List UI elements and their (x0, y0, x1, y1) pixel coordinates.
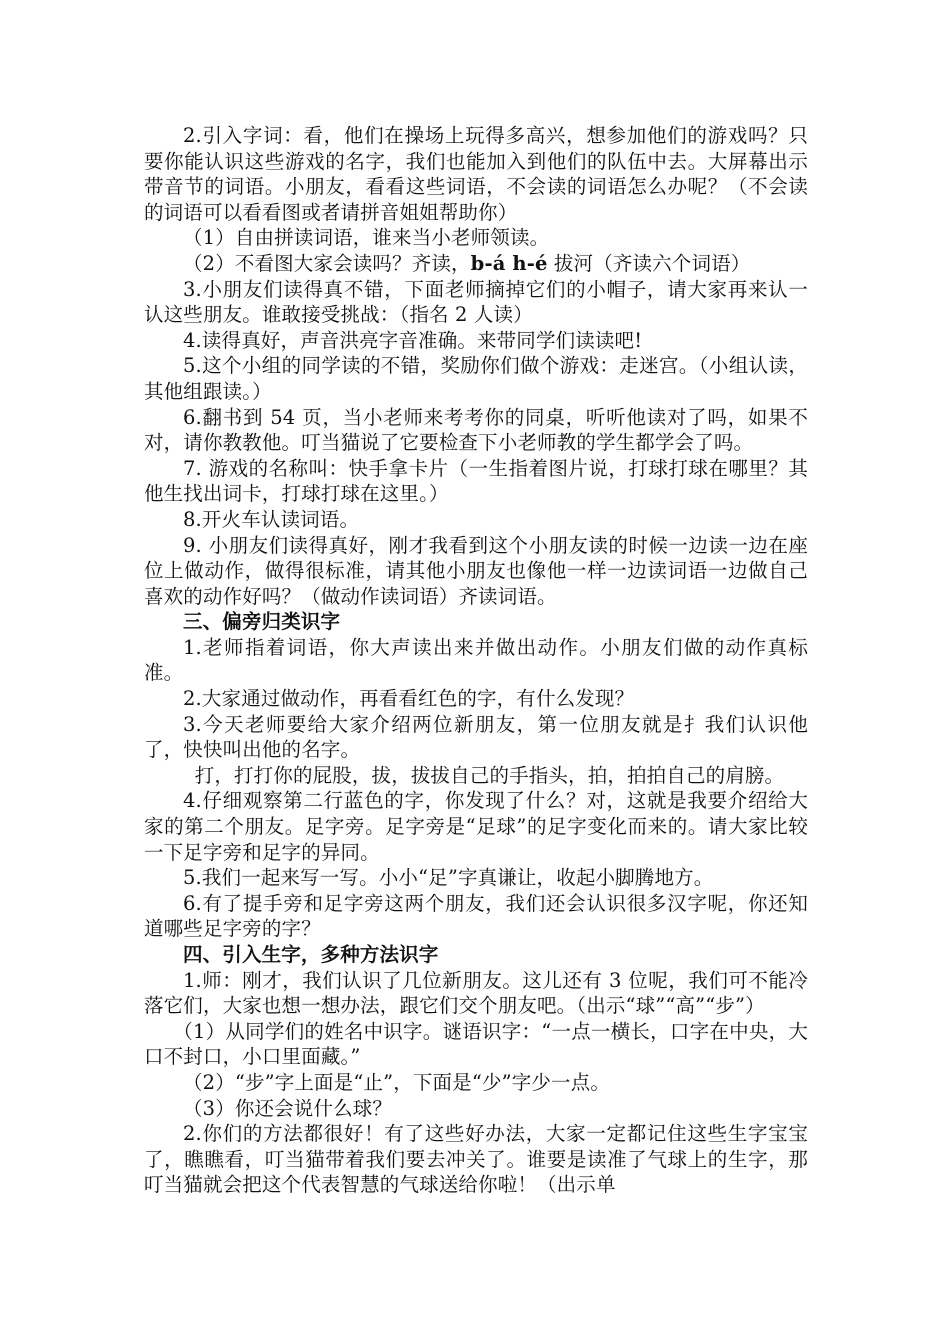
paragraph: 2.大家通过做动作，再看看红色的字，有什么发现？ (183, 687, 635, 711)
paragraph: 1.师：刚才，我们认识了几位新朋友。这儿还有 3 位呢，我们可不能冷落它们，大家也想一想办法，跟它们交个朋友吧。（出示“球”“高”“步”） (144, 968, 808, 1018)
paragraph: 6.翻书到 54 页，当小老师来考考你的同桌，听听他读对了吗，如果不对，请你教教他。叮当猫说了它要检查下小老师教的学生都学会了吗。 (144, 405, 808, 455)
paragraph: 1.老师指着词语，你大声读出来并做出动作。小朋友们做的动作真标准。 (144, 635, 808, 685)
section-heading: 四、引入生字，多种方法识字 (183, 943, 439, 966)
paragraph: 5.我们一起来写一写。小小“足”字真谦让，收起小脚腾地方。 (183, 866, 714, 890)
paragraph: 7. 游戏的名称叫：快手拿卡片（一生指着图片说，打球打球在哪里？其他生找出词卡，打球打球在这里。） (144, 456, 808, 506)
paragraph: （1）从同学们的姓名中识字。谜语识字：“一点一横长，口字在中央，大口不封口，小口里面藏。” (144, 1019, 808, 1069)
paragraph: （2）“步”字上面是“止”，下面是“少”字少一点。 (183, 1070, 610, 1094)
pinyin-text: b-á h-é (470, 251, 548, 275)
paragraph: 8.开火车认读词语。 (183, 507, 360, 531)
paragraph: 6.有了提手旁和足字旁这两个朋友，我们还会认识很多汉字呢，你还知道哪些足字旁的字？ (144, 891, 808, 941)
paragraph: 打，打打你的屁股，拔，拔拔自己的手指头，拍，拍拍自己的肩膀。 (194, 763, 785, 787)
paragraph: 3.今天老师要给大家介绍两位新朋友，第一位朋友就是扌我们认识他了，快快叫出他的名字。 (144, 712, 808, 762)
paragraph: 5.这个小组的同学读的不错，奖励你们做个游戏：走迷宫。（小组认读，其他组跟读。） (144, 354, 808, 403)
paragraph: 4.读得真好，声音洪亮字音准确。来带同学们读读吧! (183, 328, 643, 352)
paragraph: （1）自由拼读词语，谁来当小老师领读。 (183, 226, 550, 250)
paragraph: 9. 小朋友们读得真好，刚才我看到这个小朋友读的时候一边读一边在座位上做动作，做得很标准，请其他小朋友也像他一样一边读词语一边做自己喜欢的动作好吗？（做动作读词语）齐读词语。 (144, 533, 808, 608)
paragraph-text: （2）不看图大家会读吗？齐读， (183, 251, 471, 275)
paragraph: 2.引入字词：看，他们在操场上玩得多高兴，想参加他们的游戏吗？只要你能认识这些游戏的名字，我们也能加入到他们的队伍中去。大屏幕出示带音节的词语。小朋友，看看这些词语，不会读的词语怎么办呢？（不会读的词语可以看看图或者请拼音姐姐帮助你） (144, 124, 808, 224)
paragraph-text: 拔河（齐读六个词语） (547, 251, 751, 275)
paragraph: 4.仔细观察第二行蓝色的字，你发现了什么？对，这就是我要介绍给大家的第二个朋友。足字旁。足字旁是“足球”的足字变化而来的。请大家比较一下足字旁和足字的异同。 (144, 789, 808, 864)
paragraph (144, 251, 808, 277)
document-body (144, 123, 808, 1198)
paragraph: （3）你还会说什么球？ (183, 1096, 393, 1120)
paragraph: 2.你们的方法都很好！有了这些好办法，大家一定都记住这些生字宝宝了，瞧瞧看，叮当猫带着我们要去冲关了。谁要是读准了气球上的生字，那叮当猫就会把这个代表智慧的气球送给你啦！（出示单 (144, 1122, 808, 1197)
paragraph: 3.小朋友们读得真不错，下面老师摘掉它们的小帽子，请大家再来认一认这些朋友。谁敢接受挑战：（指名 2 人读） (144, 277, 808, 327)
section-heading: 三、偏旁归类识字 (183, 610, 341, 634)
